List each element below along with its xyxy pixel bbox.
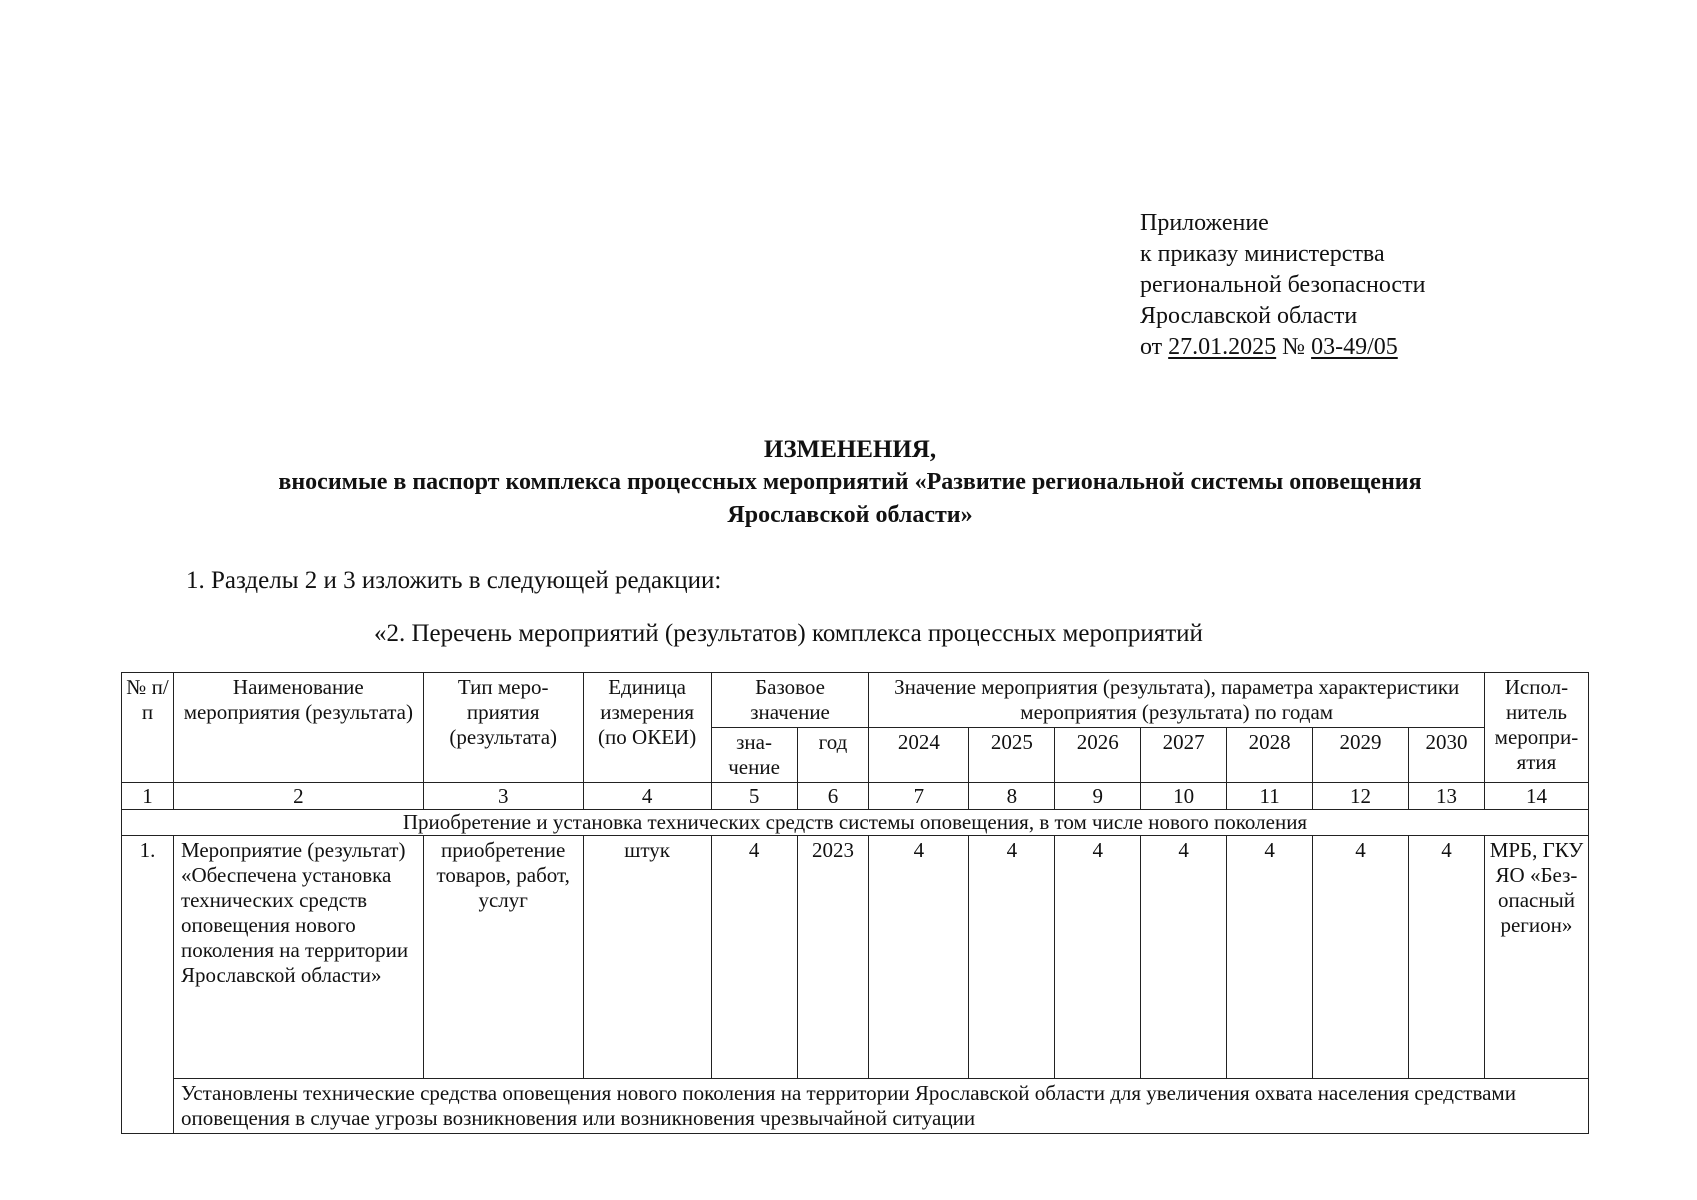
appendix-number: 03-49/05 (1311, 334, 1398, 360)
header-year-2029: 2029 (1313, 728, 1409, 783)
column-number: 8 (969, 783, 1055, 810)
appendix-line-1: Приложение (1140, 210, 1269, 236)
column-number: 2 (173, 783, 423, 810)
row-value-2026: 4 (1055, 836, 1141, 1079)
header-base: Базовое значение (711, 673, 869, 728)
header-type: Тип меро-приятия (результата) (423, 673, 583, 783)
table-row (122, 836, 1589, 1079)
row-value-2030: 4 (1408, 836, 1484, 1079)
column-number: 4 (583, 783, 711, 810)
appendix-line-2: к приказу министерства (1140, 241, 1385, 267)
header-name: Наименование мероприятия (результата) (173, 673, 423, 783)
appendix-date-line (1140, 332, 1425, 363)
appendix-date-prefix: от (1140, 334, 1163, 360)
title-sub-1: вносимые в паспорт комплекса процессных мероприятий «Развитие региональной системы оповещения (278, 469, 1422, 495)
column-number: 5 (711, 783, 797, 810)
row-value-2027: 4 (1141, 836, 1227, 1079)
section-title: «2. Перечень мероприятий (результатов) комплекса процессных мероприятий (374, 620, 1203, 647)
header-executor: Испол-нитель меропри-ятия (1484, 673, 1588, 783)
row-value-2028: 4 (1227, 836, 1313, 1079)
column-number-row (122, 783, 1589, 810)
row-base-year: 2023 (797, 836, 869, 1079)
header-row-1 (122, 673, 1589, 728)
header-year-2030: 2030 (1408, 728, 1484, 783)
header-base-value: зна-чение (711, 728, 797, 783)
appendix-line-4: Ярославской области (1140, 303, 1358, 329)
header-base-year: год (797, 728, 869, 783)
header-year-2028: 2028 (1227, 728, 1313, 783)
measures-table (121, 672, 1589, 1134)
row-num: 1. (122, 836, 174, 1134)
description-row (122, 1079, 1589, 1134)
row-executor: МРБ, ГКУ ЯО «Без-опасный регион» (1484, 836, 1588, 1079)
title-main: ИЗМЕНЕНИЯ, (763, 436, 937, 463)
column-number: 7 (869, 783, 969, 810)
section-row-text: Приобретение и установка технических средств системы оповещения, в том числе нового поколения (122, 810, 1589, 836)
appendix-line-3: региональной безопасности (1140, 272, 1426, 298)
column-number: 9 (1055, 783, 1141, 810)
header-num: № п/п (122, 673, 174, 783)
appendix-number-sign: № (1282, 334, 1306, 360)
row-type: приобретение товаров, работ, услуг (423, 836, 583, 1079)
header-year-2026: 2026 (1055, 728, 1141, 783)
column-number: 12 (1313, 783, 1409, 810)
header-values: Значение мероприятия (результата), параметра характеристики мероприятия (результата) по годам (869, 673, 1484, 728)
section-row (122, 810, 1589, 836)
column-number: 6 (797, 783, 869, 810)
appendix-date: 27.01.2025 (1168, 334, 1277, 360)
appendix-block (1140, 208, 1425, 363)
column-number: 1 (122, 783, 174, 810)
header-unit: Единица измерения (по ОКЕИ) (583, 673, 711, 783)
header-year-2025: 2025 (969, 728, 1055, 783)
document-title (160, 433, 1540, 532)
row-value-2029: 4 (1313, 836, 1409, 1079)
column-number: 10 (1141, 783, 1227, 810)
title-sub-2: Ярославской области» (727, 502, 973, 528)
column-number: 14 (1484, 783, 1588, 810)
column-number: 13 (1408, 783, 1484, 810)
row-unit: штук (583, 836, 711, 1079)
column-number: 3 (423, 783, 583, 810)
column-number: 11 (1227, 783, 1313, 810)
row-description: Установлены технические средства оповещения нового поколения на территории Ярославской области для увеличения охвата населения средствами оповещения в случае угрозы возникновения или возникновения чрезвычайной ситуации (173, 1079, 1588, 1134)
header-year-2024: 2024 (869, 728, 969, 783)
row-base-value: 4 (711, 836, 797, 1079)
row-value-2024: 4 (869, 836, 969, 1079)
row-name: Мероприятие (результат) «Обеспечена установка технических средств оповещения нового поколения на территории Ярославской области» (173, 836, 423, 1079)
row-value-2025: 4 (969, 836, 1055, 1079)
paragraph-1: 1. Разделы 2 и 3 изложить в следующей редакции: (186, 567, 722, 594)
header-year-2027: 2027 (1141, 728, 1227, 783)
